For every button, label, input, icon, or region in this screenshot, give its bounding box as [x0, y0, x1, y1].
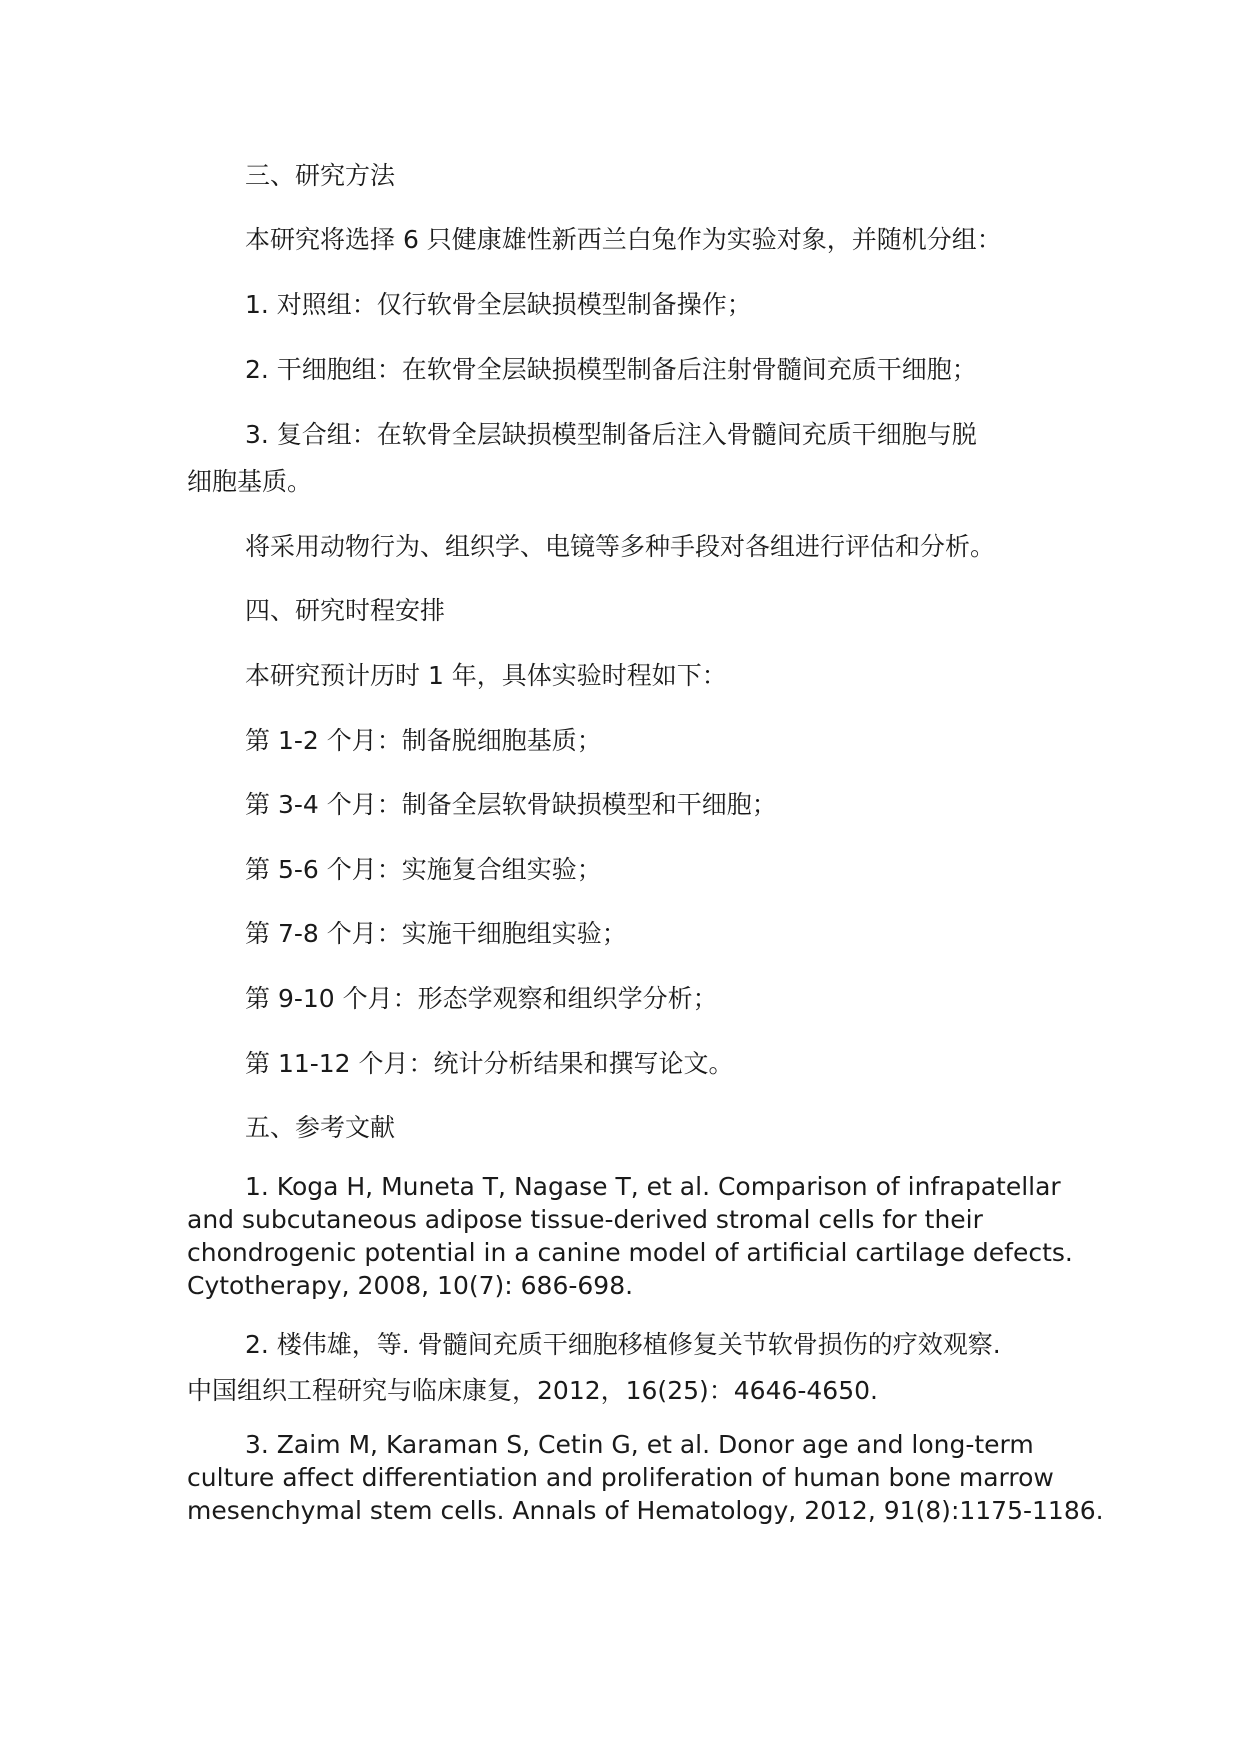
schedule-intro: 本研究预计历时 1 年，具体实验时程如下： — [245, 661, 727, 690]
reference-line: 3. Zaim M, Karaman S, Cetin G, et al. Donor age and long-term — [245, 1430, 1034, 1459]
schedule-item: 第 9-10 个月：形态学观察和组织学分析； — [245, 984, 718, 1013]
reference-line: chondrogenic potential in a canine model of artificial cartilage defects. — [187, 1238, 1073, 1267]
reference-item-3 — [187, 1428, 1104, 1527]
schedule-item: 第 1-2 个月：制备脱细胞基质； — [245, 726, 602, 755]
reference-line: 2. 楼伟雄，等. 骨髓间充质干细胞移植修复关节软骨损伤的疗效观察. — [245, 1330, 1001, 1359]
reference-line: 1. Koga H, Muneta T, Nagase T, et al. Comparison of infrapatellar — [245, 1172, 1061, 1201]
reference-line: and subcutaneous adipose tissue-derived stromal cells for their — [187, 1205, 983, 1234]
schedule-item: 第 3-4 个月：制备全层软骨缺损模型和干细胞； — [245, 790, 777, 819]
reference-line: culture affect differentiation and proliferation of human bone marrow — [187, 1463, 1054, 1492]
reference-line: mesenchymal stem cells. Annals of Hematology, 2012, 91(8):1175-1186. — [187, 1496, 1104, 1525]
reference-line: Cytotherapy, 2008, 10(7): 686-698. — [187, 1271, 634, 1300]
evaluation-paragraph: 将采用动物行为、组织学、电镜等多种手段对各组进行评估和分析。 — [245, 532, 996, 561]
schedule-item: 第 11-12 个月：统计分析结果和撰写论文。 — [245, 1049, 734, 1078]
schedule-item: 第 7-8 个月：实施干细胞组实验； — [245, 919, 627, 948]
schedule-item: 第 5-6 个月：实施复合组实验； — [245, 855, 602, 884]
reference-item-2 — [187, 1322, 1067, 1414]
reference-line: 中国组织工程研究与临床康复，2012，16(25)：4646-4650. — [187, 1376, 878, 1405]
group-item-stem-cell: 2. 干细胞组：在软骨全层缺损模型制备后注射骨髓间充质干细胞； — [245, 355, 977, 384]
group-item-composite: 3. 复合组：在软骨全层缺损模型制备后注入骨髓间充质干细胞与脱 — [245, 420, 977, 449]
methods-intro: 本研究将选择 6 只健康雄性新西兰白兔作为实验对象，并随机分组： — [245, 225, 1002, 254]
section-heading-schedule: 四、研究时程安排 — [245, 596, 446, 625]
group-item-composite-continued: 细胞基质。 — [187, 467, 313, 496]
section-heading-references: 五、参考文献 — [245, 1113, 396, 1142]
section-heading-methods: 三、研究方法 — [245, 161, 396, 190]
group-item-control: 1. 对照组：仅行软骨全层缺损模型制备操作； — [245, 290, 752, 319]
reference-item-1 — [187, 1170, 1073, 1302]
